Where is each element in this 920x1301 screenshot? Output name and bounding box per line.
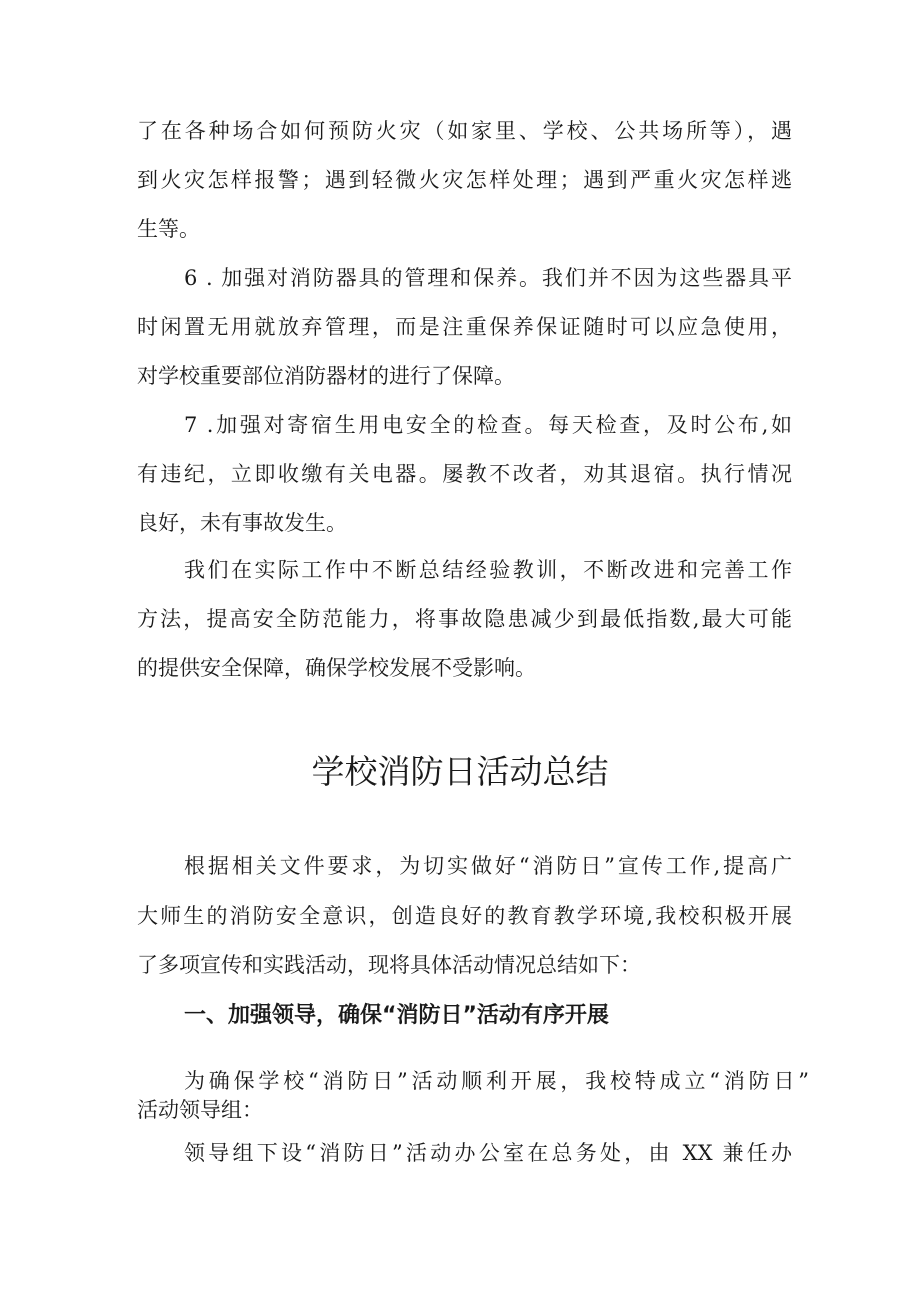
list-item-6-line: 对学校重要部位消防器材的进行了保障。 (137, 364, 515, 388)
list-item-6-line: 时闲置无用就放弃管理，而是注重保养保证随时可以应急使用， (137, 315, 792, 339)
body-text-line: 生等。 (137, 217, 200, 241)
list-item-7-line: 有违纪，立即收缴有关电器。屡教不改者，劝其退宿。执行情况 (137, 462, 792, 486)
body-text-line: 到火灾怎样报警；遇到轻微火灾怎样处理；遇到严重火灾怎样逃 (137, 168, 792, 192)
document-title: 学校消防日活动总结 (311, 752, 609, 791)
intro-paragraph-line: 了多项宣传和实践活动，现将具体活动情况总结如下： (137, 953, 641, 977)
list-item-7-line: 良好，未有事故发生。 (137, 511, 347, 535)
section-heading: 一、加强领导，确保“消防日”活动有序开展 (184, 1003, 609, 1028)
closing-paragraph-line: 的提供安全保障，确保学校发展不受影响。 (137, 656, 536, 680)
section-paragraph-line: 领导组下设“消防日”活动办公室在总务处，由 XX 兼任办 (184, 1141, 792, 1165)
closing-paragraph-line: 我们在实际工作中不断总结经验教训，不断改进和完善工作 (184, 558, 792, 582)
closing-paragraph-line: 方法，提高安全防范能力，将事故隐患减少到最低指数,最大可能 (137, 607, 792, 631)
intro-paragraph-line: 根据相关文件要求，为切实做好“消防日”宣传工作,提高广 (184, 854, 792, 878)
section-paragraph-line: 为确保学校“消防日”活动顺利开展，我校特成立“消防日” (184, 1069, 809, 1093)
list-item-6-line: 6 . 加强对消防器具的管理和保养。我们并不因为这些器具平 (184, 266, 792, 290)
body-text-line: 了在各种场合如何预防火灾（如家里、学校、公共场所等），遇 (137, 119, 792, 143)
intro-paragraph-line: 大师生的消防安全意识，创造良好的教育教学环境,我校积极开展 (137, 904, 792, 928)
section-paragraph-line: 活动领导组： (137, 1098, 263, 1122)
list-item-7-line: 7 .加强对寄宿生用电安全的检查。每天检查，及时公布,如 (184, 413, 792, 437)
